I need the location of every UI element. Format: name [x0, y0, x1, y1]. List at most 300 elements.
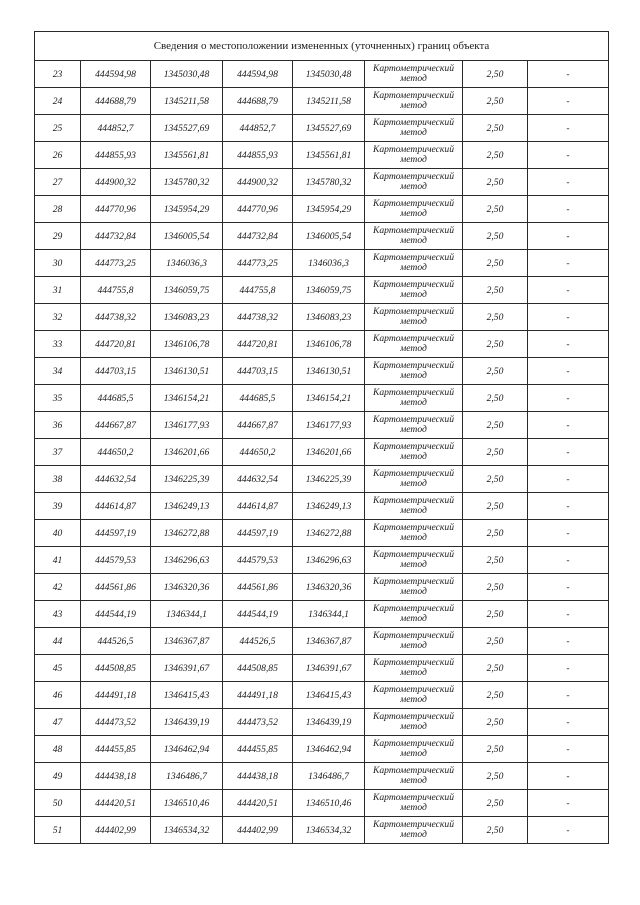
method-line-2: метод — [400, 343, 427, 354]
x-refined-cell: 444738,32 — [223, 304, 293, 331]
method-line-2: метод — [400, 451, 427, 462]
method-line-2: метод — [400, 370, 427, 381]
point-number-cell: 23 — [35, 61, 81, 88]
x-existing-cell: 444770,96 — [81, 196, 151, 223]
method-cell — [365, 547, 463, 574]
y-refined-cell: 1346462,94 — [293, 736, 365, 763]
method-line-2: метод — [400, 640, 427, 651]
accuracy-cell: 2,50 — [463, 358, 528, 385]
y-existing-cell: 1346510,46 — [151, 790, 223, 817]
x-refined-cell: 444900,32 — [223, 169, 293, 196]
x-refined-cell: 444473,52 — [223, 709, 293, 736]
x-existing-cell: 444508,85 — [81, 655, 151, 682]
y-existing-cell: 1346415,43 — [151, 682, 223, 709]
point-number-cell: 25 — [35, 115, 81, 142]
x-refined-cell: 444667,87 — [223, 412, 293, 439]
method-line-1: Картометрический — [372, 819, 455, 830]
note-cell: - — [528, 223, 609, 250]
table-row — [35, 709, 609, 736]
y-refined-cell: 1346201,66 — [293, 439, 365, 466]
y-refined-cell: 1346005,54 — [293, 223, 365, 250]
method-line-2: метод — [400, 775, 427, 786]
x-existing-cell: 444420,51 — [81, 790, 151, 817]
y-existing-cell: 1346296,63 — [151, 547, 223, 574]
accuracy-cell: 2,50 — [463, 736, 528, 763]
point-number-cell: 38 — [35, 466, 81, 493]
table-row — [35, 763, 609, 790]
point-number-cell: 42 — [35, 574, 81, 601]
method-line-1: Картометрический — [372, 117, 455, 128]
method-line-1: Картометрический — [372, 198, 455, 209]
accuracy-cell: 2,50 — [463, 88, 528, 115]
method-line-1: Картометрический — [372, 360, 455, 371]
y-refined-cell: 1345211,58 — [293, 88, 365, 115]
y-refined-cell: 1346486,7 — [293, 763, 365, 790]
method-line-1: Картометрический — [372, 738, 455, 749]
table-row — [35, 655, 609, 682]
point-number-cell: 36 — [35, 412, 81, 439]
table-row — [35, 574, 609, 601]
note-cell: - — [528, 682, 609, 709]
method-line-2: метод — [400, 829, 427, 840]
table-row — [35, 142, 609, 169]
method-line-1: Картометрический — [372, 630, 455, 641]
method-line-1: Картометрический — [372, 90, 455, 101]
accuracy-cell: 2,50 — [463, 223, 528, 250]
method-cell — [365, 790, 463, 817]
note-cell: - — [528, 493, 609, 520]
method-line-2: метод — [400, 73, 427, 84]
y-refined-cell: 1346083,23 — [293, 304, 365, 331]
method-line-1: Картометрический — [372, 522, 455, 533]
y-existing-cell: 1346005,54 — [151, 223, 223, 250]
y-existing-cell: 1345954,29 — [151, 196, 223, 223]
y-refined-cell: 1346272,88 — [293, 520, 365, 547]
method-line-2: метод — [400, 667, 427, 678]
x-existing-cell: 444755,8 — [81, 277, 151, 304]
y-existing-cell: 1346106,78 — [151, 331, 223, 358]
accuracy-cell: 2,50 — [463, 250, 528, 277]
accuracy-cell: 2,50 — [463, 763, 528, 790]
y-refined-cell: 1346344,1 — [293, 601, 365, 628]
method-line-2: метод — [400, 478, 427, 489]
method-line-2: метод — [400, 586, 427, 597]
note-cell: - — [528, 142, 609, 169]
y-existing-cell: 1346462,94 — [151, 736, 223, 763]
method-cell — [365, 277, 463, 304]
method-line-1: Картометрический — [372, 441, 455, 452]
note-cell: - — [528, 88, 609, 115]
note-cell: - — [528, 790, 609, 817]
method-cell — [365, 304, 463, 331]
y-existing-cell: 1346272,88 — [151, 520, 223, 547]
accuracy-cell: 2,50 — [463, 574, 528, 601]
x-existing-cell: 444703,15 — [81, 358, 151, 385]
method-cell — [365, 682, 463, 709]
y-existing-cell: 1346486,7 — [151, 763, 223, 790]
note-cell: - — [528, 763, 609, 790]
x-refined-cell: 444720,81 — [223, 331, 293, 358]
accuracy-cell: 2,50 — [463, 601, 528, 628]
document-sheet — [34, 31, 608, 844]
table-row — [35, 169, 609, 196]
table-row — [35, 385, 609, 412]
method-cell — [365, 61, 463, 88]
note-cell: - — [528, 574, 609, 601]
x-refined-cell: 444852,7 — [223, 115, 293, 142]
x-refined-cell: 444455,85 — [223, 736, 293, 763]
x-existing-cell: 444526,5 — [81, 628, 151, 655]
x-refined-cell: 444685,5 — [223, 385, 293, 412]
accuracy-cell: 2,50 — [463, 439, 528, 466]
method-line-2: метод — [400, 748, 427, 759]
y-existing-cell: 1346083,23 — [151, 304, 223, 331]
x-existing-cell: 444632,54 — [81, 466, 151, 493]
table-row — [35, 790, 609, 817]
y-refined-cell: 1346154,21 — [293, 385, 365, 412]
note-cell: - — [528, 817, 609, 844]
x-existing-cell: 444667,87 — [81, 412, 151, 439]
y-existing-cell: 1345211,58 — [151, 88, 223, 115]
method-line-1: Картометрический — [372, 684, 455, 695]
method-line-2: метод — [400, 721, 427, 732]
x-refined-cell: 444688,79 — [223, 88, 293, 115]
method-cell — [365, 493, 463, 520]
point-number-cell: 43 — [35, 601, 81, 628]
x-existing-cell: 444438,18 — [81, 763, 151, 790]
x-existing-cell: 444720,81 — [81, 331, 151, 358]
point-number-cell: 48 — [35, 736, 81, 763]
y-refined-cell: 1346130,51 — [293, 358, 365, 385]
x-refined-cell: 444755,8 — [223, 277, 293, 304]
method-cell — [365, 358, 463, 385]
y-existing-cell: 1346367,87 — [151, 628, 223, 655]
method-line-1: Картометрический — [372, 495, 455, 506]
y-existing-cell: 1346391,67 — [151, 655, 223, 682]
note-cell: - — [528, 412, 609, 439]
note-cell: - — [528, 520, 609, 547]
x-existing-cell: 444685,5 — [81, 385, 151, 412]
y-refined-cell: 1346510,46 — [293, 790, 365, 817]
table-row — [35, 439, 609, 466]
method-line-2: метод — [400, 397, 427, 408]
x-existing-cell: 444855,93 — [81, 142, 151, 169]
point-number-cell: 28 — [35, 196, 81, 223]
method-line-1: Картометрический — [372, 657, 455, 668]
x-refined-cell: 444491,18 — [223, 682, 293, 709]
table-row — [35, 628, 609, 655]
method-line-1: Картометрический — [372, 306, 455, 317]
method-line-2: метод — [400, 235, 427, 246]
method-line-1: Картометрический — [372, 711, 455, 722]
method-line-1: Картометрический — [372, 468, 455, 479]
y-refined-cell: 1345780,32 — [293, 169, 365, 196]
x-refined-cell: 444508,85 — [223, 655, 293, 682]
method-line-2: метод — [400, 154, 427, 165]
point-number-cell: 46 — [35, 682, 81, 709]
point-number-cell: 24 — [35, 88, 81, 115]
method-line-2: метод — [400, 802, 427, 813]
y-refined-cell: 1346106,78 — [293, 331, 365, 358]
method-cell — [365, 115, 463, 142]
y-existing-cell: 1346177,93 — [151, 412, 223, 439]
y-refined-cell: 1346439,19 — [293, 709, 365, 736]
note-cell: - — [528, 736, 609, 763]
y-refined-cell: 1346415,43 — [293, 682, 365, 709]
y-existing-cell: 1346249,13 — [151, 493, 223, 520]
x-refined-cell: 444438,18 — [223, 763, 293, 790]
table-row — [35, 277, 609, 304]
x-existing-cell: 444852,7 — [81, 115, 151, 142]
x-existing-cell: 444594,98 — [81, 61, 151, 88]
y-refined-cell: 1346249,13 — [293, 493, 365, 520]
x-refined-cell: 444614,87 — [223, 493, 293, 520]
x-existing-cell: 444900,32 — [81, 169, 151, 196]
note-cell: - — [528, 61, 609, 88]
method-line-2: метод — [400, 289, 427, 300]
method-line-2: метод — [400, 181, 427, 192]
method-cell — [365, 250, 463, 277]
x-refined-cell: 444420,51 — [223, 790, 293, 817]
point-number-cell: 26 — [35, 142, 81, 169]
y-existing-cell: 1346439,19 — [151, 709, 223, 736]
note-cell: - — [528, 601, 609, 628]
x-existing-cell: 444732,84 — [81, 223, 151, 250]
y-existing-cell: 1346036,3 — [151, 250, 223, 277]
y-existing-cell: 1346130,51 — [151, 358, 223, 385]
x-refined-cell: 444579,53 — [223, 547, 293, 574]
x-refined-cell: 444703,15 — [223, 358, 293, 385]
y-existing-cell: 1346320,36 — [151, 574, 223, 601]
y-existing-cell: 1346154,21 — [151, 385, 223, 412]
table-row — [35, 88, 609, 115]
method-line-1: Картометрический — [372, 171, 455, 182]
y-existing-cell: 1345780,32 — [151, 169, 223, 196]
y-existing-cell: 1346534,32 — [151, 817, 223, 844]
note-cell: - — [528, 466, 609, 493]
y-refined-cell: 1346391,67 — [293, 655, 365, 682]
method-line-2: метод — [400, 262, 427, 273]
method-cell — [365, 169, 463, 196]
method-line-1: Картометрический — [372, 549, 455, 560]
x-existing-cell: 444544,19 — [81, 601, 151, 628]
method-line-2: метод — [400, 694, 427, 705]
x-existing-cell: 444738,32 — [81, 304, 151, 331]
point-number-cell: 31 — [35, 277, 81, 304]
y-refined-cell: 1346320,36 — [293, 574, 365, 601]
y-refined-cell: 1345561,81 — [293, 142, 365, 169]
y-refined-cell: 1346036,3 — [293, 250, 365, 277]
point-number-cell: 35 — [35, 385, 81, 412]
x-refined-cell: 444544,19 — [223, 601, 293, 628]
point-number-cell: 30 — [35, 250, 81, 277]
note-cell: - — [528, 358, 609, 385]
y-refined-cell: 1345030,48 — [293, 61, 365, 88]
method-line-1: Картометрический — [372, 333, 455, 344]
accuracy-cell: 2,50 — [463, 520, 528, 547]
table-row — [35, 331, 609, 358]
x-existing-cell: 444773,25 — [81, 250, 151, 277]
accuracy-cell: 2,50 — [463, 790, 528, 817]
x-refined-cell: 444773,25 — [223, 250, 293, 277]
note-cell: - — [528, 331, 609, 358]
method-cell — [365, 655, 463, 682]
accuracy-cell: 2,50 — [463, 493, 528, 520]
accuracy-cell: 2,50 — [463, 682, 528, 709]
note-cell: - — [528, 304, 609, 331]
table-row — [35, 304, 609, 331]
point-number-cell: 40 — [35, 520, 81, 547]
method-cell — [365, 466, 463, 493]
accuracy-cell: 2,50 — [463, 547, 528, 574]
method-line-1: Картометрический — [372, 387, 455, 398]
accuracy-cell: 2,50 — [463, 115, 528, 142]
method-cell — [365, 196, 463, 223]
table-row — [35, 466, 609, 493]
point-number-cell: 34 — [35, 358, 81, 385]
method-cell — [365, 736, 463, 763]
point-number-cell: 37 — [35, 439, 81, 466]
method-cell — [365, 331, 463, 358]
note-cell: - — [528, 250, 609, 277]
y-existing-cell: 1346344,1 — [151, 601, 223, 628]
boundary-coordinates-table — [34, 31, 609, 844]
method-cell — [365, 520, 463, 547]
x-refined-cell: 444594,98 — [223, 61, 293, 88]
x-existing-cell: 444688,79 — [81, 88, 151, 115]
method-line-2: метод — [400, 613, 427, 624]
point-number-cell: 45 — [35, 655, 81, 682]
accuracy-cell: 2,50 — [463, 385, 528, 412]
x-existing-cell: 444650,2 — [81, 439, 151, 466]
method-line-1: Картометрический — [372, 252, 455, 263]
method-cell — [365, 439, 463, 466]
x-existing-cell: 444455,85 — [81, 736, 151, 763]
x-existing-cell: 444614,87 — [81, 493, 151, 520]
y-refined-cell: 1346177,93 — [293, 412, 365, 439]
point-number-cell: 32 — [35, 304, 81, 331]
x-existing-cell: 444491,18 — [81, 682, 151, 709]
note-cell: - — [528, 385, 609, 412]
method-line-1: Картометрический — [372, 279, 455, 290]
method-line-1: Картометрический — [372, 603, 455, 614]
method-cell — [365, 385, 463, 412]
method-cell — [365, 817, 463, 844]
x-existing-cell: 444561,86 — [81, 574, 151, 601]
x-refined-cell: 444526,5 — [223, 628, 293, 655]
y-existing-cell: 1345561,81 — [151, 142, 223, 169]
method-cell — [365, 628, 463, 655]
y-existing-cell: 1346225,39 — [151, 466, 223, 493]
note-cell: - — [528, 115, 609, 142]
accuracy-cell: 2,50 — [463, 466, 528, 493]
accuracy-cell: 2,50 — [463, 169, 528, 196]
point-number-cell: 50 — [35, 790, 81, 817]
table-row — [35, 250, 609, 277]
accuracy-cell: 2,50 — [463, 196, 528, 223]
table-row — [35, 115, 609, 142]
method-line-2: метод — [400, 316, 427, 327]
accuracy-cell: 2,50 — [463, 628, 528, 655]
method-line-2: метод — [400, 532, 427, 543]
x-existing-cell: 444473,52 — [81, 709, 151, 736]
method-line-2: метод — [400, 505, 427, 516]
y-refined-cell: 1345954,29 — [293, 196, 365, 223]
y-refined-cell: 1346367,87 — [293, 628, 365, 655]
note-cell: - — [528, 277, 609, 304]
x-refined-cell: 444632,54 — [223, 466, 293, 493]
method-cell — [365, 763, 463, 790]
method-line-2: метод — [400, 127, 427, 138]
table-row — [35, 736, 609, 763]
point-number-cell: 29 — [35, 223, 81, 250]
y-refined-cell: 1346059,75 — [293, 277, 365, 304]
point-number-cell: 39 — [35, 493, 81, 520]
accuracy-cell: 2,50 — [463, 61, 528, 88]
method-line-2: метод — [400, 208, 427, 219]
accuracy-cell: 2,50 — [463, 709, 528, 736]
table-row — [35, 358, 609, 385]
x-refined-cell: 444650,2 — [223, 439, 293, 466]
table-row — [35, 493, 609, 520]
point-number-cell: 44 — [35, 628, 81, 655]
x-existing-cell: 444579,53 — [81, 547, 151, 574]
method-cell — [365, 574, 463, 601]
y-existing-cell: 1345527,69 — [151, 115, 223, 142]
point-number-cell: 27 — [35, 169, 81, 196]
y-existing-cell: 1345030,48 — [151, 61, 223, 88]
table-row — [35, 682, 609, 709]
note-cell: - — [528, 655, 609, 682]
method-line-1: Картометрический — [372, 144, 455, 155]
method-line-1: Картометрический — [372, 576, 455, 587]
table-row — [35, 817, 609, 844]
method-cell — [365, 223, 463, 250]
accuracy-cell: 2,50 — [463, 331, 528, 358]
y-existing-cell: 1346201,66 — [151, 439, 223, 466]
table-row — [35, 61, 609, 88]
table-title: Сведения о местоположении измененных (уточненных) границ объекта — [35, 32, 609, 61]
method-line-2: метод — [400, 424, 427, 435]
x-refined-cell: 444732,84 — [223, 223, 293, 250]
note-cell: - — [528, 439, 609, 466]
table-row — [35, 520, 609, 547]
method-cell — [365, 412, 463, 439]
method-line-2: метод — [400, 559, 427, 570]
x-refined-cell: 444597,19 — [223, 520, 293, 547]
point-number-cell: 51 — [35, 817, 81, 844]
x-refined-cell: 444402,99 — [223, 817, 293, 844]
method-cell — [365, 88, 463, 115]
note-cell: - — [528, 628, 609, 655]
method-line-2: метод — [400, 100, 427, 111]
point-number-cell: 49 — [35, 763, 81, 790]
table-row — [35, 547, 609, 574]
x-existing-cell: 444402,99 — [81, 817, 151, 844]
note-cell: - — [528, 547, 609, 574]
table-body — [35, 61, 609, 844]
accuracy-cell: 2,50 — [463, 277, 528, 304]
method-line-1: Картометрический — [372, 63, 455, 74]
y-refined-cell: 1346296,63 — [293, 547, 365, 574]
accuracy-cell: 2,50 — [463, 412, 528, 439]
x-refined-cell: 444770,96 — [223, 196, 293, 223]
method-line-1: Картометрический — [372, 225, 455, 236]
method-cell — [365, 142, 463, 169]
accuracy-cell: 2,50 — [463, 655, 528, 682]
table-row — [35, 196, 609, 223]
point-number-cell: 47 — [35, 709, 81, 736]
